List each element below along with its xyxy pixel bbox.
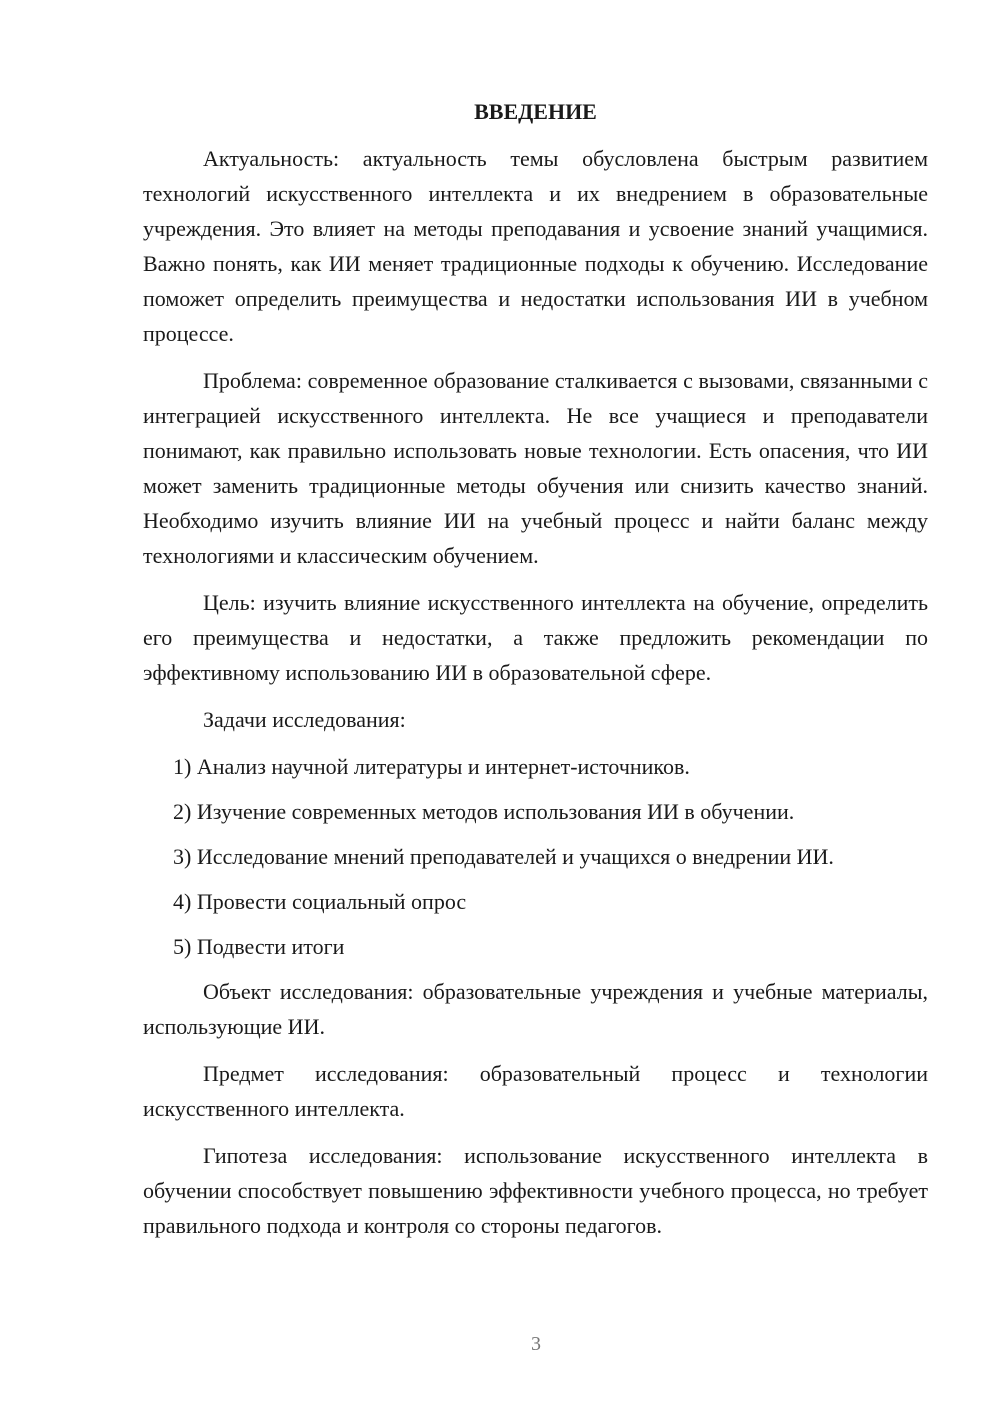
hypothesis-paragraph: Гипотеза исследования: использование искусственного интеллекта в обучении способствует повышению эффективности учебного процесса, но требует правильного подхода и контроля со стороны педагогов. (143, 1143, 928, 1238)
page-number: 3 (531, 1333, 541, 1355)
list-item: 3) Исследование мнений преподавателей и учащихся о внедрении ИИ. (173, 844, 834, 869)
list-item: 2) Изучение современных методов использования ИИ в обучении. (173, 799, 795, 824)
list-item: 1) Анализ научной литературы и интернет-источников. (173, 754, 690, 779)
problem-paragraph: Проблема: современное образование сталкивается с вызовами, связанными с интеграцией искусственного интеллекта. Не все учащиеся и преподаватели понимают, как правильно использовать новые технологии. Есть опасения, что ИИ может заменить традиционные методы обучения или снизить качество знаний. Необходимо изучить влияние ИИ на учебный процесс и найти баланс между технологиями и классическим обучением. (143, 368, 928, 568)
object-paragraph: Объект исследования: образовательные учреждения и учебные материалы, использующие ИИ. (143, 979, 928, 1039)
tasks-heading: Задачи исследования: (203, 707, 406, 732)
list-item: 4) Провести социальный опрос (173, 889, 467, 914)
list-item: 5) Подвести итоги (173, 934, 345, 959)
page-content (143, 94, 928, 1255)
relevance-paragraph: Актуальность: актуальность темы обусловлена быстрым развитием технологий искусственного интеллекта и их внедрением в образовательные учреждения. Это влияет на методы преподавания и усвоение знаний учащимися. Важно понять, как ИИ меняет традиционные подходы к обучению. Исследование поможет определить преимущества и недостатки использования ИИ в учебном процессе. (143, 146, 928, 346)
tasks-list (143, 749, 928, 964)
subject-paragraph: Предмет исследования: образовательный процесс и технологии искусственного интеллекта. (143, 1061, 928, 1121)
goal-paragraph: Цель: изучить влияние искусственного интеллекта на обучение, определить его преимущества и недостатки, а также предложить рекомендации по эффективному использованию ИИ в образовательной сфере. (143, 590, 928, 685)
page-title: ВВЕДЕНИЕ (474, 99, 597, 124)
